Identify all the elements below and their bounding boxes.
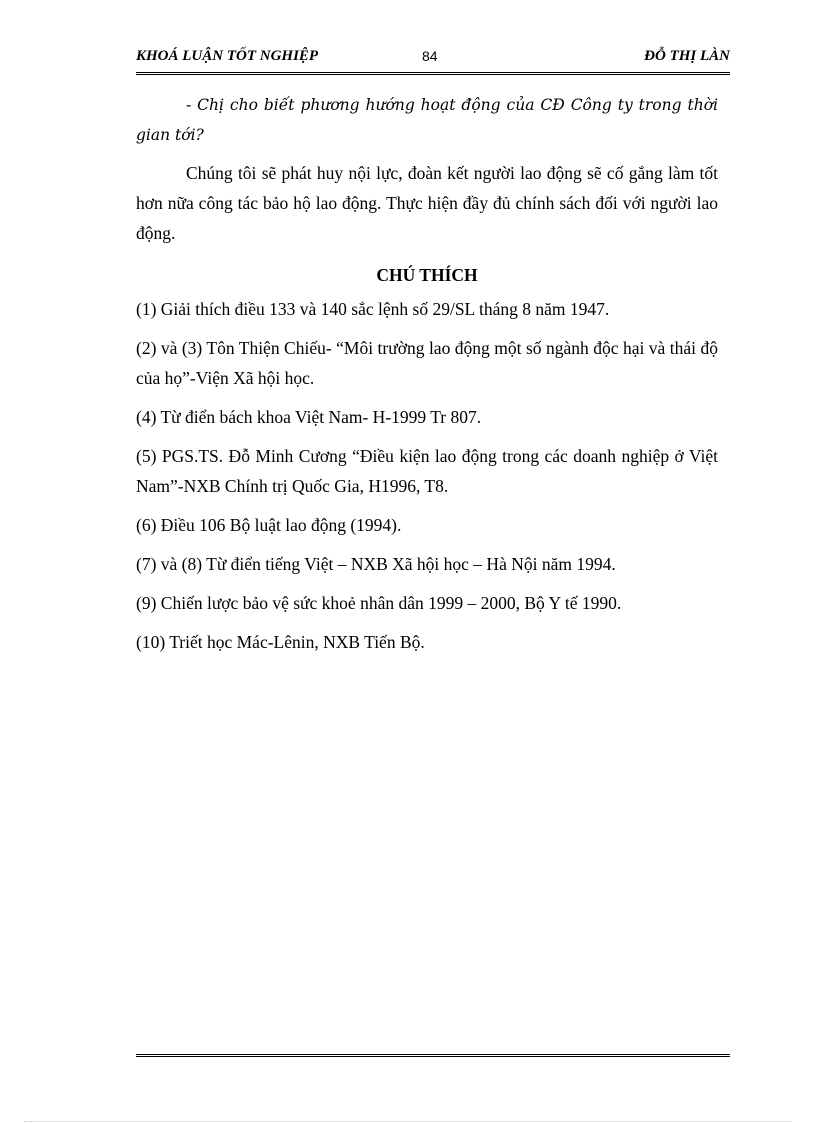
notes-list <box>136 294 718 657</box>
page-number: 84 <box>422 48 438 64</box>
note-item: (1) Giải thích điều 133 và 140 sắc lệnh số 29/SL tháng 8 năm 1947. <box>136 299 610 319</box>
note-item: (6) Điều 106 Bộ luật lao động (1994). <box>136 515 402 535</box>
interview-answer: Chúng tôi sẽ phát huy nội lực, đoàn kết người lao động sẽ cố gắng làm tốt hơn nữa công tác bảo hộ lao động. Thực hiện đầy đủ chính sách đối với người lao động. <box>136 163 718 243</box>
header-title: KHOÁ LUẬN TỐT NGHIỆP <box>136 48 319 64</box>
footer-divider <box>136 1054 730 1057</box>
note-item: (7) và (8) Từ điển tiếng Việt – NXB Xã hội học – Hà Nội năm 1994. <box>136 554 616 574</box>
page-content <box>136 90 718 657</box>
header-divider <box>136 72 730 75</box>
note-item: (9) Chiến lược bảo vệ sức khoẻ nhân dân 1999 – 2000, Bộ Y tế 1990. <box>136 593 622 613</box>
note-item: (2) và (3) Tôn Thiện Chiếu- “Môi trường lao động một số ngành độc hại và thái độ của họ”-Viện Xã hội học. <box>136 338 718 388</box>
interview-question: - Chị cho biết phương hướng hoạt động của CĐ Công ty trong thời gian tới? <box>136 96 718 144</box>
note-item: (4) Từ điển bách khoa Việt Nam- H-1999 Tr 807. <box>136 407 482 427</box>
header-author: ĐỖ THỊ LÀN <box>644 48 730 64</box>
note-item: (5) PGS.TS. Đỗ Minh Cương “Điều kiện lao động trong các doanh nghiệp ở Việt Nam”-NXB Chính trị Quốc Gia, H1996, T8. <box>136 446 718 496</box>
note-item: (10) Triết học Mác-Lênin, NXB Tiến Bộ. <box>136 632 425 652</box>
page-bottom-edge <box>24 1121 792 1122</box>
page-header <box>136 48 730 68</box>
notes-title: CHÚ THÍCH <box>376 265 478 285</box>
